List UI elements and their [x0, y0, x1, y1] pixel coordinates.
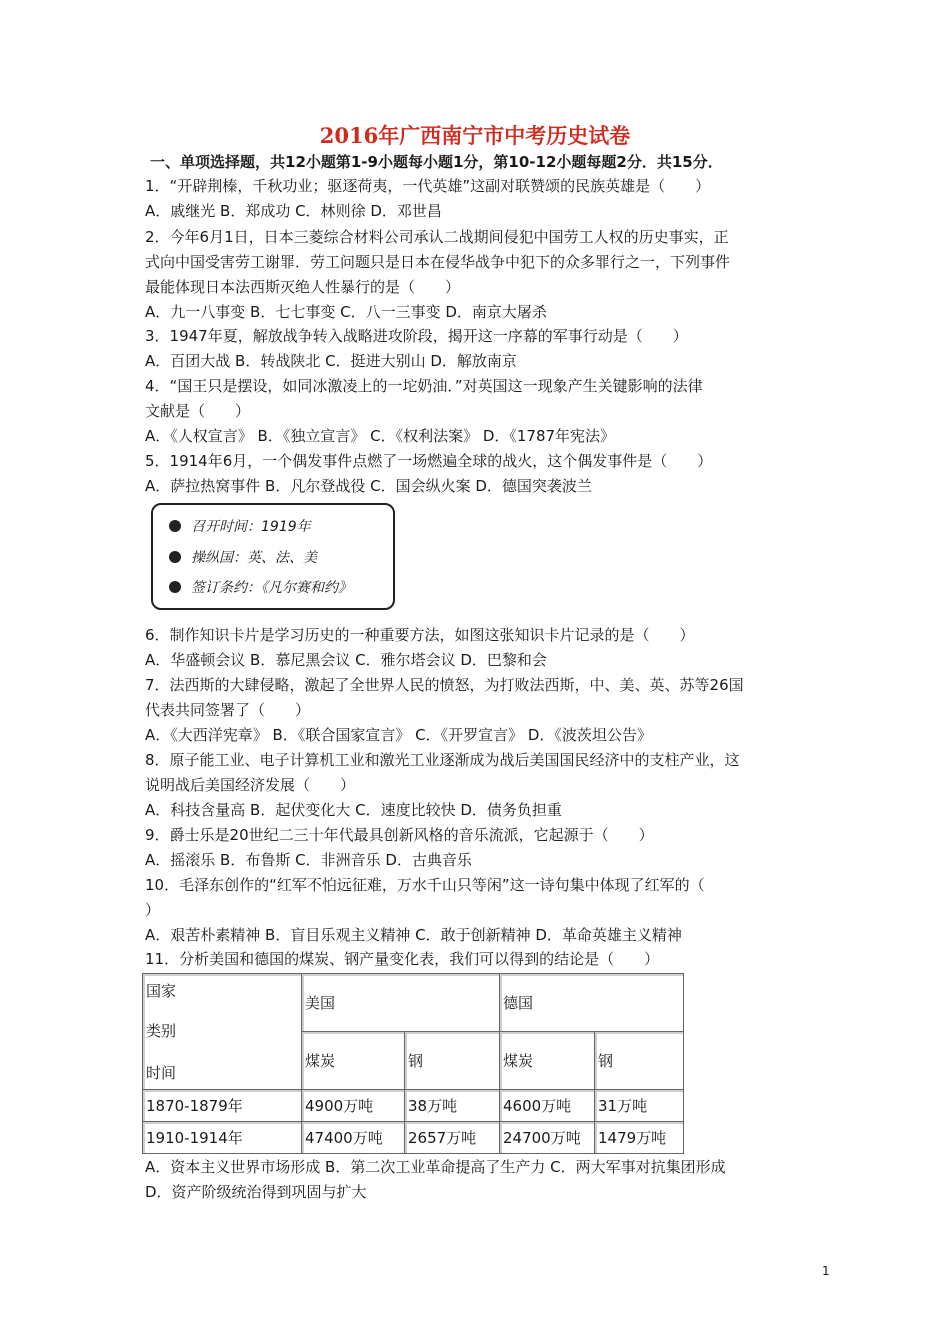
bullet-icon: [169, 551, 181, 563]
question-line: 5．1914年6月，一个偶发事件点燃了一场燃遍全球的战火，这个偶发事件是（ ）: [145, 452, 713, 470]
question-line: 8．原子能工业、电子计算机工业和激光工业逐渐成为战后美国国民经济中的支柱产业，这: [145, 751, 740, 769]
question-line: 式向中国受害劳工谢罪．劳工问题只是日本在侵华战争中犯下的众多罪行之一，下列事件: [145, 253, 731, 271]
question-line: A．资本主义世界市场形成 B．第二次工业革命提高了生产力 C．两大军事对抗集团形成: [145, 1158, 726, 1176]
cell-usa-steel: 38万吨: [405, 1090, 500, 1122]
col-usa-steel: 钢: [405, 1032, 500, 1090]
knowledge-card: [151, 503, 395, 610]
question-line: 7．法西斯的大肆侵略，激起了全世界人民的愤怒，为打败法西斯，中、美、英、苏等26国: [145, 676, 744, 694]
card-row: 召开时间：1919年: [169, 516, 311, 536]
cell-period: 1870-1879年: [143, 1090, 302, 1122]
question-line: 最能体现日本法西斯灭绝人性暴行的是（ ）: [145, 278, 461, 296]
question-line: A．百团大战 B．转战陕北 C．挺进大别山 D．解放南京: [145, 352, 517, 370]
question-line: A．摇滚乐 B．布鲁斯 C．非洲音乐 D．古典音乐: [145, 851, 472, 869]
question-line: 9．爵士乐是20世纪二三十年代最具创新风格的音乐流派，它起源于（ ）: [145, 826, 654, 844]
question-line: D．资产阶级统治得到巩固与扩大: [145, 1183, 367, 1201]
cell-de-coal: 24700万吨: [500, 1122, 595, 1154]
header-time: 时间: [146, 1064, 177, 1082]
col-de-steel: 钢: [595, 1032, 684, 1090]
question-line: A．萨拉热窝事件 B．凡尔登战役 C．国会纵火案 D．德国突袭波兰: [145, 477, 592, 495]
cell-de-steel: 31万吨: [595, 1090, 684, 1122]
bullet-icon: [169, 520, 181, 532]
cell-usa-steel: 2657万吨: [405, 1122, 500, 1154]
question-line: A．《大西洋宪章》 B．《联合国家宣言》 C．《开罗宣言》 D．《波茨坦公告》: [145, 726, 652, 744]
header-country: 国家: [146, 982, 177, 1000]
question-line: 10．毛泽东创作的“红军不怕远征难，万水千山只等闲”这一诗句集中体现了红军的（: [145, 876, 705, 894]
question-line: 说明战后美国经济发展（ ）: [145, 776, 356, 794]
question-line: ）: [145, 901, 161, 919]
question-line: 代表共同签署了（ ）: [145, 701, 311, 719]
question-line: 1．“开辟荆榛，千秋功业；驱逐荷夷，一代英雄”这副对联赞颂的民族英雄是（ ）: [145, 177, 711, 195]
page-number: 1: [822, 1264, 830, 1278]
table-corner-header: [143, 974, 302, 1090]
question-line: A．《人权宣言》 B．《独立宣言》 C．《权利法案》 D．《1787年宪法》: [145, 427, 616, 445]
col-usa-coal: 煤炭: [302, 1032, 405, 1090]
question-line: A．九一八事变 B．七七事变 C．八一三事变 D．南京大屠杀: [145, 303, 547, 321]
cell-de-coal: 4600万吨: [500, 1090, 595, 1122]
exam-title: 2016年广西南宁市中考历史试卷: [319, 123, 631, 148]
question-line: A．戚继光 B．郑成功 C．林则徐 D．邓世昌: [145, 202, 442, 220]
cell-period: 1910-1914年: [143, 1122, 302, 1154]
card-row: 操纵国：英、法、美: [169, 547, 317, 567]
table-row: [143, 1090, 684, 1122]
cell-de-steel: 1479万吨: [595, 1122, 684, 1154]
table-row: [143, 1122, 684, 1154]
question-line: 2．今年6月1日，日本三菱综合材料公司承认二战期间侵犯中国劳工人权的历史事实，正: [145, 228, 729, 246]
question-line: A．科技含量高 B．起伏变化大 C．速度比较快 D．债务负担重: [145, 801, 562, 819]
question-line: 6．制作知识卡片是学习历史的一种重要方法，如图这张知识卡片记录的是（ ）: [145, 626, 695, 644]
question-line: 4．“国王只是摆设，如同冰激凌上的一坨奶油．”对英国这一现象产生关键影响的法律: [145, 377, 703, 395]
production-table: [142, 973, 684, 1154]
cell-usa-coal: 47400万吨: [302, 1122, 405, 1154]
country-usa: 美国: [302, 974, 500, 1032]
col-de-coal: 煤炭: [500, 1032, 595, 1090]
bullet-icon: [169, 581, 181, 593]
cell-usa-coal: 4900万吨: [302, 1090, 405, 1122]
question-line: 11．分析美国和德国的煤炭、钢产量变化表，我们可以得到的结论是（ ）: [145, 950, 660, 968]
country-germany: 德国: [500, 974, 684, 1032]
question-line: A．华盛顿会议 B．慕尼黑会议 C．雅尔塔会议 D．巴黎和会: [145, 651, 547, 669]
question-line: A．艰苦朴素精神 B．盲目乐观主义精神 C．敢于创新精神 D．革命英雄主义精神: [145, 926, 682, 944]
question-line: 文献是（ ）: [145, 402, 251, 420]
section-heading: 一、单项选择题，共12小题第1-9小题每小题1分，第10-12小题每题2分．共15分．: [150, 153, 723, 171]
header-category: 类别: [146, 1022, 177, 1040]
question-line: 3．1947年夏，解放战争转入战略进攻阶段，揭开这一序幕的军事行动是（ ）: [145, 327, 688, 345]
card-row: 签订条约：《凡尔赛和约》: [169, 577, 352, 597]
